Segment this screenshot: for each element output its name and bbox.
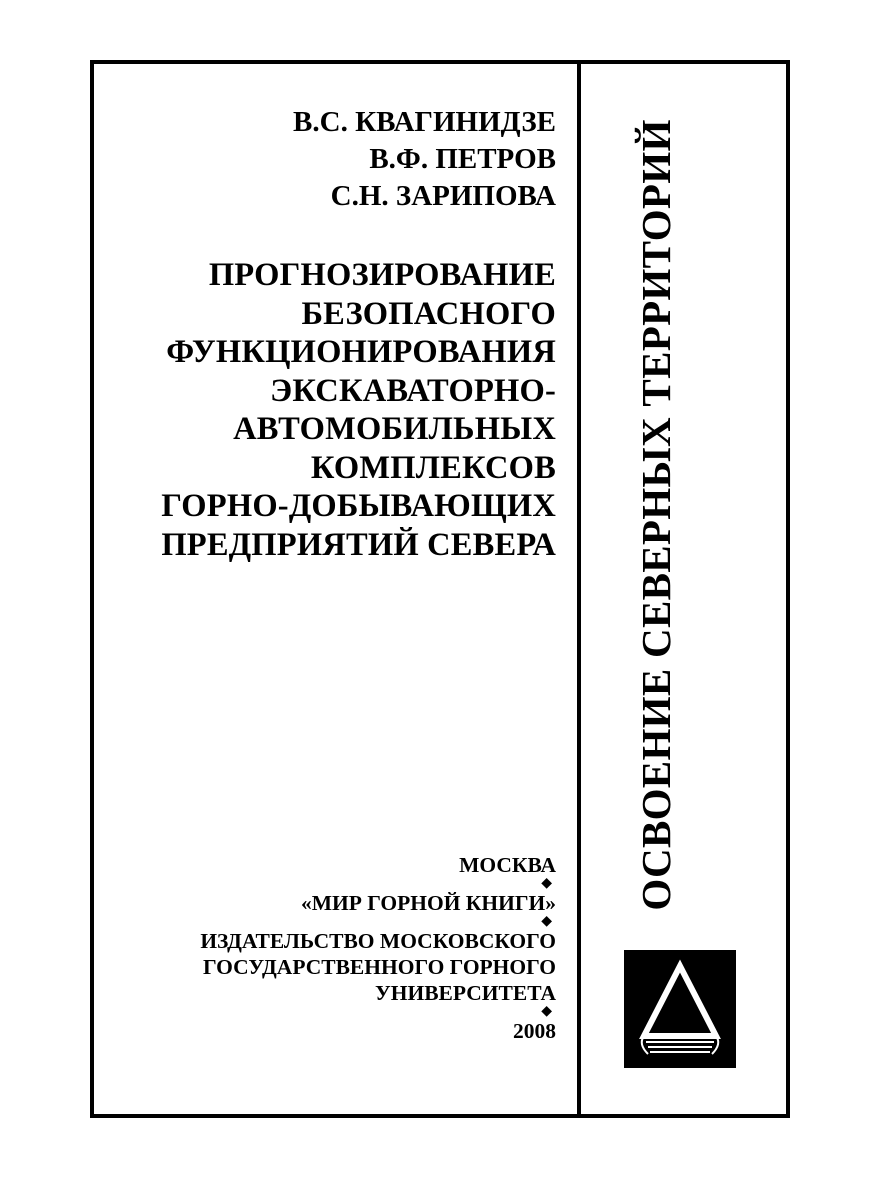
imprint-publisher2-line: УНИВЕРСИТЕТА	[374, 981, 556, 1005]
author-1: В.С. КВАГИНИДЗЕ	[293, 106, 556, 138]
imprint-publisher: «МИР ГОРНОЙ КНИГИ»	[300, 891, 556, 915]
imprint-city: МОСКВА	[459, 853, 556, 877]
column-divider	[577, 60, 581, 1118]
imprint-year: 2008	[513, 1019, 556, 1043]
title-line: КОМПЛЕКСОВ	[310, 449, 556, 486]
diamond-separator-icon: ◆	[541, 1004, 552, 1019]
author-3: С.Н. ЗАРИПОВА	[330, 180, 556, 212]
authors	[110, 104, 556, 215]
title-line: ПРЕДПРИЯТИЙ СЕВЕРА	[161, 526, 556, 563]
title-line: ПРОГНОЗИРОВАНИЕ	[208, 257, 556, 293]
series-title: ОСВОЕНИЕ СЕВЕРНЫХ ТЕРРИТОРИЙ	[633, 119, 679, 911]
author-2: В.Ф. ПЕТРОВ	[369, 143, 556, 175]
title-line: ЭКСКАВАТОРНО-	[270, 372, 556, 409]
diamond-separator-icon: ◆	[541, 876, 552, 891]
book-title	[110, 256, 556, 564]
imprint-publisher2-line: ГОСУДАРСТВЕННОГО ГОРНОГО	[203, 955, 556, 979]
book-triangle-logo-icon	[624, 950, 736, 1068]
imprint	[110, 852, 556, 1044]
title-line: АВТОМОБИЛЬНЫХ	[233, 411, 556, 447]
imprint-publisher2-line: ИЗДАТЕЛЬСТВО МОСКОВСКОГО	[200, 929, 556, 953]
title-line: БЕЗОПАСНОГО	[301, 295, 556, 332]
title-line: ФУНКЦИОНИРОВАНИЯ	[166, 334, 556, 370]
title-line: ГОРНО-ДОБЫВАЮЩИХ	[161, 488, 556, 524]
diamond-separator-icon: ◆	[541, 914, 552, 929]
